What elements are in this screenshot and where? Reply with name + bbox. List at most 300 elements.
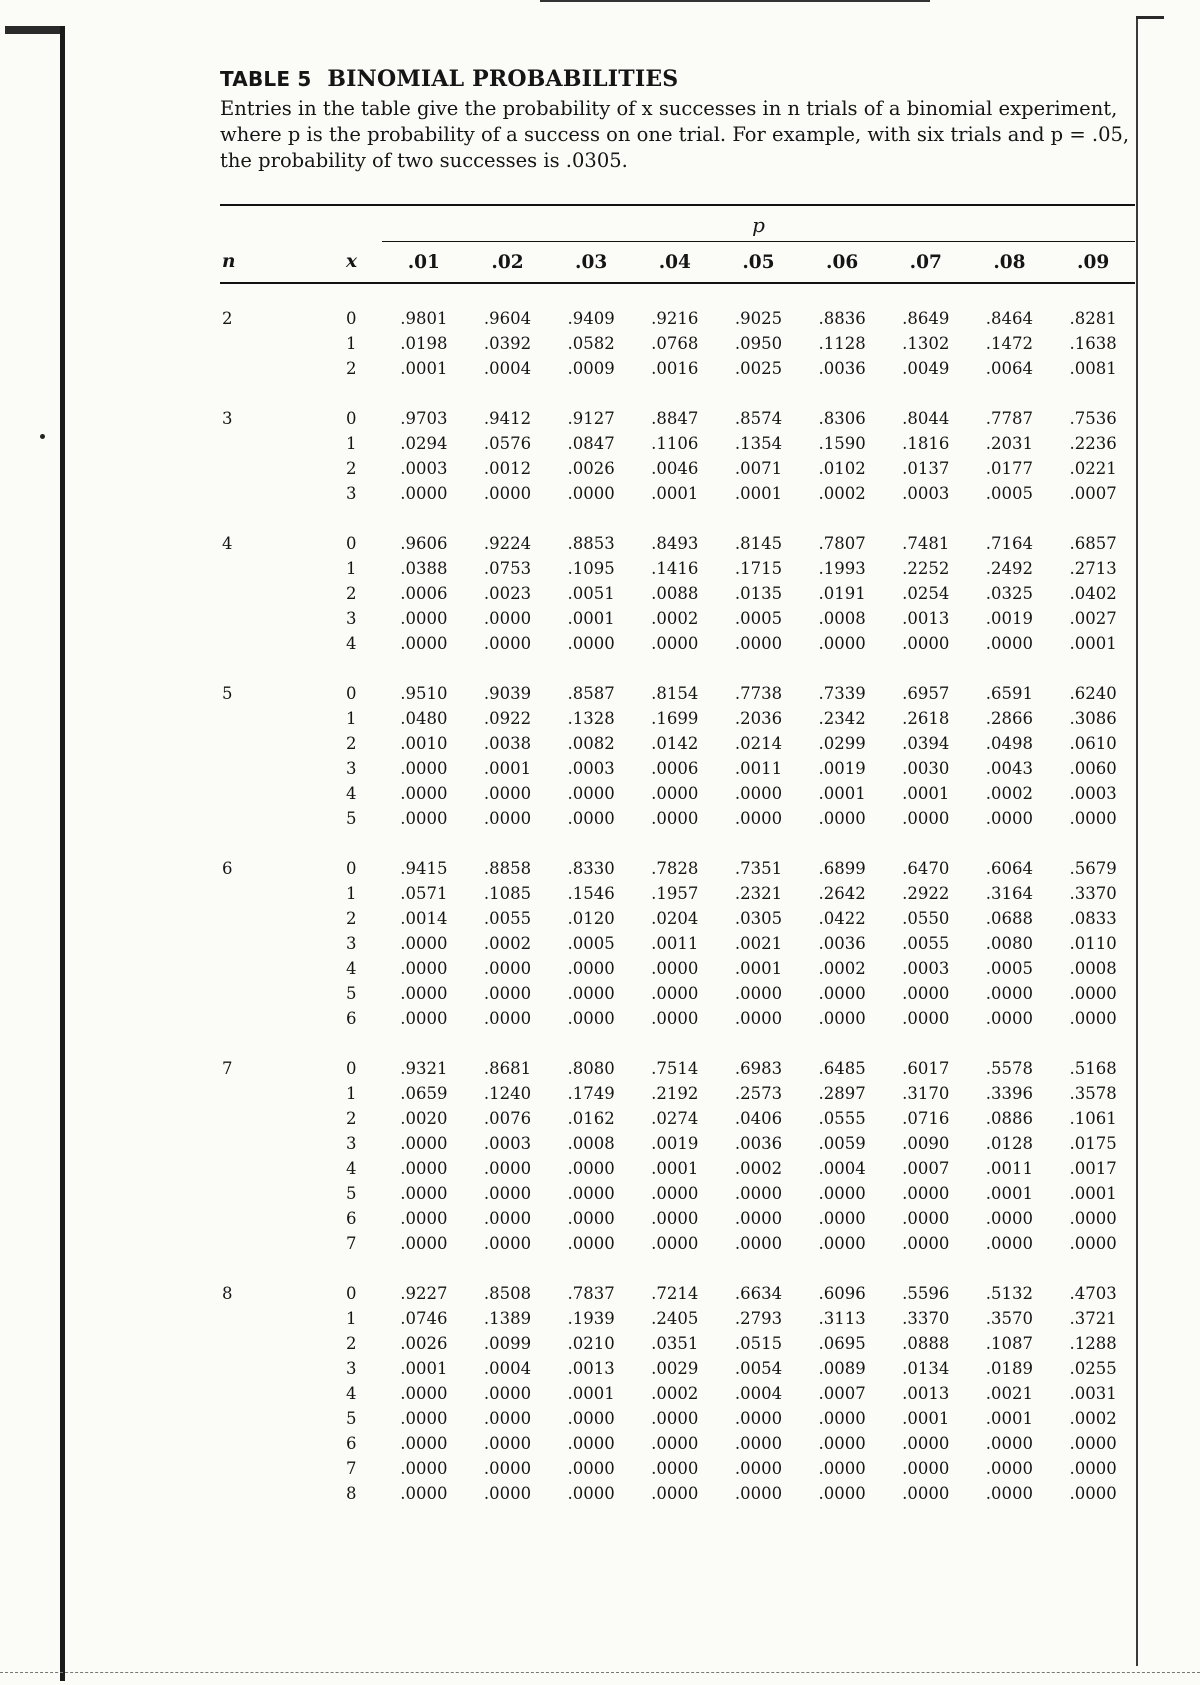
probability-cell: .0000: [400, 609, 448, 628]
blank-header: [280, 206, 382, 242]
probability-cell: .0000: [567, 484, 615, 503]
table-name: BINOMIAL PROBABILITIES: [327, 66, 679, 92]
probability-cell: .0950: [734, 334, 783, 353]
probability-cell: .3721: [1069, 1309, 1117, 1328]
probability-cell: .8587: [567, 684, 615, 703]
probability-cell: .0006: [400, 584, 448, 603]
x-value: 2: [346, 909, 357, 928]
probability-cell: .8508: [483, 1284, 532, 1303]
probability-cell: .0000: [567, 1009, 615, 1028]
probability-cell: .0007: [818, 1384, 866, 1403]
probability-cell: .0137: [902, 459, 950, 478]
probability-cell: .0325: [985, 584, 1034, 603]
probability-cell: .9801: [400, 309, 448, 328]
x-value: 7: [346, 1234, 357, 1253]
probability-cell: .0000: [400, 959, 448, 978]
table-row: [220, 706, 1135, 731]
table-row: [220, 1481, 1135, 1506]
n-value: [220, 706, 280, 731]
table-row: [220, 606, 1135, 631]
probability-cell: .0000: [818, 1484, 866, 1503]
probability-cell: .0001: [400, 359, 448, 378]
probability-cell: .0000: [483, 1184, 532, 1203]
probability-cell: .0001: [1069, 634, 1117, 653]
n-value: [220, 1481, 280, 1506]
probability-cell: .0000: [985, 634, 1034, 653]
table-row: [220, 356, 1135, 381]
table-row: [220, 431, 1135, 456]
probability-cell: .0038: [483, 734, 532, 753]
probability-cell: .0000: [567, 1209, 615, 1228]
probability-cell: .0000: [902, 1184, 950, 1203]
probability-cell: .0351: [651, 1334, 699, 1353]
probability-cell: .0009: [567, 359, 615, 378]
probability-cell: .0294: [400, 434, 448, 453]
probability-cell: .0128: [985, 1134, 1034, 1153]
x-value: 0: [346, 534, 357, 553]
probability-cell: .0000: [1069, 809, 1117, 828]
probability-cell: .0000: [1069, 1434, 1117, 1453]
x-value: 2: [346, 1109, 357, 1128]
probability-cell: .0001: [1069, 1184, 1117, 1203]
probability-cell: .5132: [985, 1284, 1034, 1303]
probability-cell: .0071: [734, 459, 783, 478]
probability-cell: .0000: [567, 1409, 615, 1428]
x-value: 6: [346, 1209, 357, 1228]
probability-cell: .0036: [818, 934, 866, 953]
probability-cell: .6899: [818, 859, 866, 878]
n-value: [220, 1006, 280, 1031]
probability-cell: .8858: [483, 859, 532, 878]
n-value: [220, 556, 280, 581]
probability-cell: .0000: [1069, 1009, 1117, 1028]
probability-cell: .0014: [400, 909, 448, 928]
probability-cell: .0886: [985, 1109, 1034, 1128]
x-value: 5: [346, 1409, 357, 1428]
probability-cell: .0010: [400, 734, 448, 753]
probability-cell: .0005: [734, 609, 783, 628]
probability-cell: .0659: [400, 1084, 448, 1103]
probability-cell: .0000: [483, 784, 532, 803]
probability-cell: .0013: [902, 609, 950, 628]
probability-cell: .0191: [818, 584, 866, 603]
p-label: p: [752, 213, 765, 237]
x-value: 0: [346, 1284, 357, 1303]
probability-cell: .0610: [1069, 734, 1117, 753]
probability-cell: .0049: [902, 359, 950, 378]
probability-cell: .0175: [1069, 1134, 1117, 1153]
probability-cell: .1095: [567, 559, 615, 578]
probability-cell: .0001: [651, 484, 699, 503]
probability-cell: .6064: [985, 859, 1034, 878]
probability-cell: .9224: [483, 534, 532, 553]
probability-cell: .0000: [651, 1409, 699, 1428]
probability-cell: .0001: [818, 784, 866, 803]
probability-cell: .0001: [567, 609, 615, 628]
table-row: [220, 1181, 1135, 1206]
x-value: 1: [346, 1309, 357, 1328]
probability-cell: .1085: [483, 884, 532, 903]
probability-cell: .0000: [734, 634, 783, 653]
probability-cell: .0000: [483, 634, 532, 653]
x-value: 0: [346, 859, 357, 878]
probability-cell: .1590: [818, 434, 866, 453]
n-value: [220, 1381, 280, 1406]
probability-cell: .0019: [818, 759, 866, 778]
x-value: 1: [346, 884, 357, 903]
probability-cell: .0060: [1069, 759, 1117, 778]
table-row: [220, 956, 1135, 981]
table-row: [220, 1156, 1135, 1181]
x-value: 6: [346, 1434, 357, 1453]
probability-cell: .0255: [1069, 1359, 1117, 1378]
probability-cell: .1957: [651, 884, 699, 903]
probability-cell: .6096: [818, 1284, 866, 1303]
table-row: [220, 631, 1135, 656]
probability-cell: .0000: [567, 1484, 615, 1503]
probability-cell: .0274: [651, 1109, 699, 1128]
probability-cell: .0000: [902, 1434, 950, 1453]
probability-cell: .0030: [902, 759, 950, 778]
table-row: [220, 1206, 1135, 1231]
probability-cell: .9127: [567, 409, 615, 428]
n-value: [220, 1356, 280, 1381]
probability-cell: .0000: [1069, 1234, 1117, 1253]
n-value: [220, 481, 280, 506]
probability-cell: .1638: [1069, 334, 1117, 353]
probability-cell: .0080: [985, 934, 1034, 953]
n-value: [220, 781, 280, 806]
probability-cell: .0000: [985, 1484, 1034, 1503]
probability-cell: .0019: [651, 1134, 699, 1153]
probability-cell: .0299: [818, 734, 866, 753]
probability-cell: .0026: [567, 459, 615, 478]
probability-cell: .2618: [902, 709, 950, 728]
probability-cell: .0576: [483, 434, 532, 453]
column-header-row: [220, 242, 1135, 284]
probability-cell: .0031: [1069, 1384, 1117, 1403]
probability-cell: .0000: [400, 1459, 448, 1478]
probability-cell: .0001: [734, 484, 783, 503]
n-group: [220, 506, 1135, 656]
n-value: 4: [222, 534, 233, 553]
table-row: [220, 931, 1135, 956]
table-row: [220, 781, 1135, 806]
probability-cell: .0110: [1069, 934, 1117, 953]
probability-cell: .0120: [567, 909, 615, 928]
probability-cell: .8080: [567, 1059, 615, 1078]
probability-cell: .0847: [567, 434, 615, 453]
probability-cell: .9227: [400, 1284, 448, 1303]
probability-cell: .0000: [483, 484, 532, 503]
probability-cell: .0000: [734, 1184, 783, 1203]
probability-cell: .1106: [651, 434, 699, 453]
probability-cell: .7536: [1069, 409, 1117, 428]
probability-cell: .0000: [483, 1434, 532, 1453]
probability-cell: .0210: [567, 1334, 615, 1353]
probability-cell: .0007: [1069, 484, 1117, 503]
probability-cell: .0029: [651, 1359, 699, 1378]
probability-cell: .0005: [567, 934, 615, 953]
probability-cell: .0000: [651, 1209, 699, 1228]
probability-cell: .0254: [902, 584, 950, 603]
probability-cell: .0000: [902, 634, 950, 653]
probability-cell: .7481: [902, 534, 950, 553]
table-row: [220, 1406, 1135, 1431]
probability-cell: .8847: [651, 409, 699, 428]
probability-cell: .0000: [1069, 1459, 1117, 1478]
n-value: 3: [222, 409, 233, 428]
scan-bottom-edge: [0, 1672, 1200, 1673]
n-value: [220, 631, 280, 656]
probability-cell: .3086: [1069, 709, 1117, 728]
document-page: [220, 66, 1135, 1506]
probability-cell: .0001: [985, 1184, 1034, 1203]
probability-cell: .0017: [1069, 1159, 1117, 1178]
probability-cell: .8044: [902, 409, 950, 428]
n-value: [220, 1181, 280, 1206]
probability-cell: .6470: [902, 859, 950, 878]
probability-cell: .5679: [1069, 859, 1117, 878]
n-value: [220, 931, 280, 956]
probability-cell: .0000: [483, 809, 532, 828]
n-value: [220, 1456, 280, 1481]
probability-cell: .0000: [400, 1184, 448, 1203]
probability-cell: .0026: [400, 1334, 448, 1353]
probability-cell: .0011: [985, 1159, 1034, 1178]
x-value: 1: [346, 334, 357, 353]
probability-cell: .0000: [902, 1009, 950, 1028]
probability-cell: .0000: [734, 1484, 783, 1503]
probability-cell: .1993: [818, 559, 866, 578]
x-value: 5: [346, 1184, 357, 1203]
probability-cell: .3113: [818, 1309, 866, 1328]
probability-cell: .0003: [902, 959, 950, 978]
probability-cell: .0000: [400, 484, 448, 503]
probability-cell: .0000: [818, 984, 866, 1003]
probability-cell: .0002: [483, 934, 532, 953]
table-row: [220, 506, 1135, 556]
n-value: [220, 906, 280, 931]
x-value: 2: [346, 359, 357, 378]
probability-cell: .0000: [400, 784, 448, 803]
probability-cell: .0000: [902, 1459, 950, 1478]
probability-cell: .7807: [818, 534, 866, 553]
probability-cell: .0020: [400, 1109, 448, 1128]
probability-cell: .5578: [985, 1059, 1034, 1078]
probability-cell: .7339: [818, 684, 866, 703]
probability-cell: .0388: [400, 559, 448, 578]
n-value: [220, 1406, 280, 1431]
table-title: [220, 66, 1135, 92]
probability-cell: .1546: [567, 884, 615, 903]
probability-cell: .0082: [567, 734, 615, 753]
probability-cell: .0000: [651, 1009, 699, 1028]
probability-cell: .3370: [902, 1309, 950, 1328]
probability-cell: .0004: [483, 1359, 532, 1378]
probability-cell: .0000: [902, 1484, 950, 1503]
column-header-p: .08: [968, 242, 1052, 284]
probability-cell: .0000: [400, 1434, 448, 1453]
probability-cell: .0000: [985, 1234, 1034, 1253]
probability-cell: .3170: [902, 1084, 950, 1103]
probability-cell: .0000: [902, 809, 950, 828]
probability-cell: .0000: [400, 634, 448, 653]
probability-cell: .0480: [400, 709, 448, 728]
n-group: [220, 831, 1135, 1031]
probability-cell: .0002: [651, 1384, 699, 1403]
table-row: [220, 1456, 1135, 1481]
probability-cell: .0007: [902, 1159, 950, 1178]
column-header-p: .04: [633, 242, 717, 284]
probability-cell: .0043: [985, 759, 1034, 778]
x-value: 5: [346, 809, 357, 828]
probability-cell: .1389: [483, 1309, 532, 1328]
probability-cell: .0000: [818, 1434, 866, 1453]
probability-cell: .2236: [1069, 434, 1117, 453]
probability-cell: .0088: [651, 584, 699, 603]
probability-cell: .0003: [567, 759, 615, 778]
probability-cell: .0023: [483, 584, 532, 603]
table-row: [220, 1006, 1135, 1031]
probability-cell: .8281: [1069, 309, 1117, 328]
table-row: [220, 1256, 1135, 1306]
probability-cell: .0000: [400, 1159, 448, 1178]
probability-cell: .0000: [483, 609, 532, 628]
n-value: 5: [222, 684, 233, 703]
table-row: [220, 656, 1135, 706]
probability-cell: .0688: [985, 909, 1034, 928]
probability-cell: .0008: [1069, 959, 1117, 978]
probability-cell: .2405: [651, 1309, 699, 1328]
x-value: 1: [346, 434, 357, 453]
probability-cell: .0000: [483, 1384, 532, 1403]
probability-cell: .2492: [985, 559, 1034, 578]
probability-cell: .2793: [734, 1309, 783, 1328]
probability-cell: .0000: [567, 984, 615, 1003]
probability-cell: .0004: [483, 359, 532, 378]
probability-cell: .0000: [734, 1009, 783, 1028]
probability-cell: .0036: [734, 1134, 783, 1153]
probability-cell: .0001: [651, 1159, 699, 1178]
column-header-p: .03: [549, 242, 633, 284]
probability-cell: .0000: [483, 1209, 532, 1228]
probability-cell: .7738: [734, 684, 783, 703]
probability-cell: .0000: [1069, 1484, 1117, 1503]
n-value: [220, 1106, 280, 1131]
n-value: [220, 1331, 280, 1356]
probability-cell: .6485: [818, 1059, 866, 1078]
probability-cell: .1472: [985, 334, 1034, 353]
n-value: [220, 881, 280, 906]
x-value: 0: [346, 684, 357, 703]
probability-cell: .7837: [567, 1284, 615, 1303]
probability-cell: .0000: [902, 984, 950, 1003]
probability-cell: .0055: [483, 909, 532, 928]
probability-cell: .0064: [985, 359, 1034, 378]
table-row: [220, 283, 1135, 331]
n-value: 8: [222, 1284, 233, 1303]
probability-cell: .1128: [818, 334, 866, 353]
probability-cell: .0090: [902, 1134, 950, 1153]
n-value: [220, 1231, 280, 1256]
probability-cell: .0002: [651, 609, 699, 628]
probability-cell: .0142: [651, 734, 699, 753]
binomial-table: [220, 206, 1135, 1506]
x-label: x: [280, 242, 382, 284]
probability-cell: .0000: [483, 1159, 532, 1178]
p-header-row: [220, 206, 1135, 242]
probability-cell: .6857: [1069, 534, 1117, 553]
probability-cell: .0571: [400, 884, 448, 903]
probability-cell: .0000: [567, 1459, 615, 1478]
x-value: 2: [346, 584, 357, 603]
probability-cell: .0013: [902, 1384, 950, 1403]
probability-cell: .0000: [651, 1234, 699, 1253]
probability-cell: .0000: [651, 1484, 699, 1503]
x-value: 0: [346, 309, 357, 328]
probability-cell: .0000: [651, 809, 699, 828]
probability-cell: .8853: [567, 534, 615, 553]
probability-cell: .6240: [1069, 684, 1117, 703]
probability-cell: .4703: [1069, 1284, 1117, 1303]
n-value: [220, 606, 280, 631]
probability-cell: .7351: [734, 859, 783, 878]
probability-cell: .2713: [1069, 559, 1117, 578]
n-value: [220, 581, 280, 606]
probability-cell: .0000: [1069, 984, 1117, 1003]
table-row: [220, 456, 1135, 481]
probability-cell: .0000: [400, 1009, 448, 1028]
probability-cell: .0394: [902, 734, 950, 753]
table-row: [220, 906, 1135, 931]
probability-cell: .0001: [483, 759, 532, 778]
n-value: 2: [222, 309, 233, 328]
n-group: [220, 656, 1135, 831]
table-row: [220, 756, 1135, 781]
scan-top-edge: [540, 0, 930, 2]
x-value: 4: [346, 1159, 357, 1178]
probability-cell: .3570: [985, 1309, 1034, 1328]
probability-cell: .0046: [651, 459, 699, 478]
n-value: [220, 456, 280, 481]
x-value: 8: [346, 1484, 357, 1503]
probability-cell: .0000: [651, 634, 699, 653]
probability-cell: .0000: [567, 634, 615, 653]
probability-cell: .0002: [818, 959, 866, 978]
n-value: [220, 956, 280, 981]
x-value: 0: [346, 409, 357, 428]
n-value: [220, 1206, 280, 1231]
x-value: 2: [346, 734, 357, 753]
probability-cell: .0204: [651, 909, 699, 928]
probability-cell: .7164: [985, 534, 1034, 553]
x-value: 3: [346, 1359, 357, 1378]
x-value: 4: [346, 1384, 357, 1403]
probability-cell: .0000: [818, 809, 866, 828]
probability-cell: .0000: [985, 1434, 1034, 1453]
probability-cell: .0004: [734, 1384, 783, 1403]
probability-cell: .0076: [483, 1109, 532, 1128]
probability-cell: .6634: [734, 1284, 783, 1303]
probability-cell: .0000: [734, 984, 783, 1003]
probability-cell: .2036: [734, 709, 783, 728]
probability-cell: .0177: [985, 459, 1034, 478]
table-row: [220, 1106, 1135, 1131]
probability-cell: .0000: [734, 1459, 783, 1478]
probability-cell: .0000: [483, 1234, 532, 1253]
table-row: [220, 1131, 1135, 1156]
